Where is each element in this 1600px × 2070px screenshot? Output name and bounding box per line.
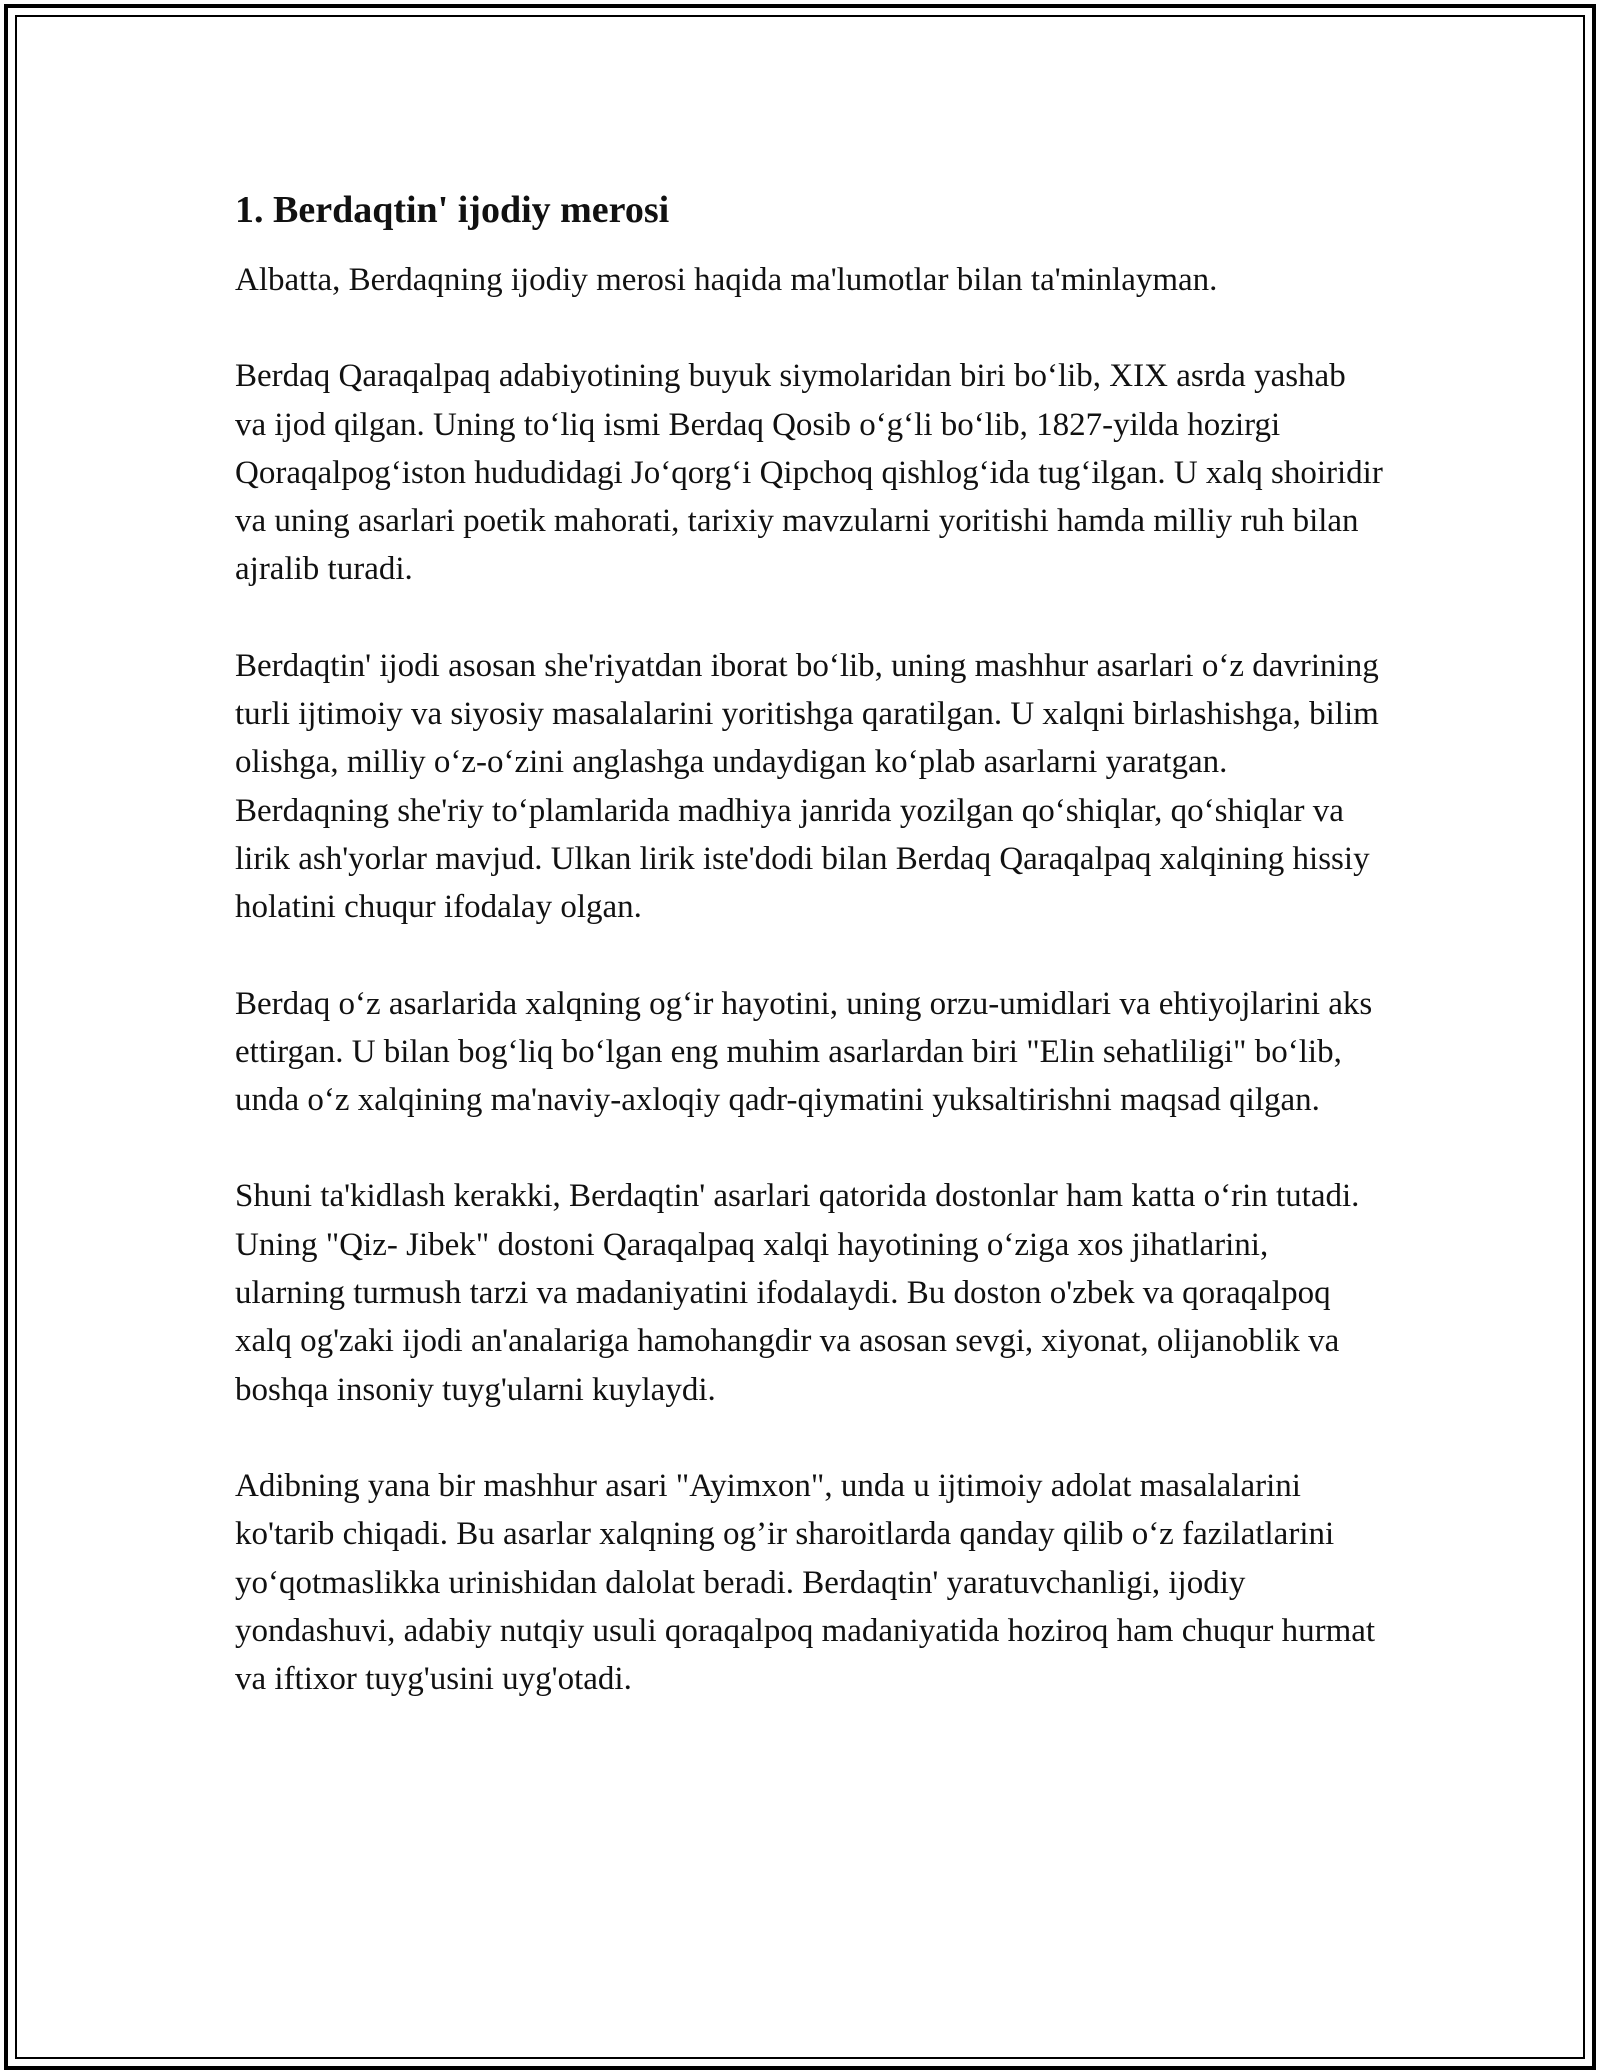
paragraph-themes: Berdaq o‘z asarlarida xalqning og‘ir hayotini, uning orzu-umidlari va ehtiyojlarini aks ettirgan. U bilan bog‘liq bo‘lgan eng muhim asarlardan biri "Elin sehatliligi" bo‘lib, unda o‘z xalqining ma'naviy-axloqiy qadr-qiymatini yuksaltirishni maqsad qilgan. — [235, 985, 1373, 1119]
paragraph-biography: Berdaq Qaraqalpaq adabiyotining buyuk siymolaridan biri bo‘lib, XIX asrda yashab va ijod qilgan. Uning to‘liq ismi Berdaq Qosib o‘g‘li bo‘lib, 1827-yilda hozirgi Qoraqalpog‘iston hududidagi Jo‘qorg‘i Qipchoq qishlog‘ida tug‘ilgan. U xalq shoiridir va uning asarlari poetik mahorati, tarixiy mavzularni yoritishi hamda milliy ruh bilan ajralib turadi. — [235, 358, 1383, 588]
document-body — [235, 186, 1385, 1751]
paragraph-ayimxon: Adibning yana bir mashhur asari "Ayimxon", unda u ijtimoiy adolat masalalarini ko'tarib chiqadi. Bu asarlar xalqning og’ir sharoitlarda qanday qilib o‘z fazilatlarini yo‘qotmaslikka urinishidan dalolat beradi. Berdaqtin' yaratuvchanligi, ijodiy yondashuvi, adabiy nutqiy usuli qoraqalpoq madaniyatida hoziroq ham chuqur hurmat va iftixor tuyg'usini uyg'otadi. — [235, 1467, 1376, 1698]
section-heading: 1. Berdaqtin' ijodiy merosi — [235, 189, 670, 231]
paragraph-dostons: Shuni ta'kidlash kerakki, Berdaqtin' asarlari qatorida dostonlar ham katta o‘rin tutadi. Uning "Qiz- Jibek" dostoni Qaraqalpaq xalqi hayotining o‘ziga xos jihatlarini, ularning turmush tarzi va madaniyatini ifodalaydi. Bu doston o'zbek va qoraqalpoq xalq og'zaki ijodi an'analariga hamohangdir va asosan sevgi, xiyonat, olijanoblik va boshqa insoniy tuyg'ularni kuylaydi. — [235, 1178, 1360, 1408]
paragraph-intro: Albatta, Berdaqning ijodiy merosi haqida ma'lumotlar bilan ta'minlayman. — [235, 262, 1218, 298]
paragraph-poetry: Berdaqtin' ijodi asosan she'riyatdan iborat bo‘lib, uning mashhur asarlari o‘z davrining turli ijtimoiy va siyosiy masalalarini yoritishga qaratilgan. U xalqni birlashishga, bilim olishga, milliy o‘z-o‘zini anglashga undaydigan ko‘plab asarlarni yaratgan. Berdaqning she'riy to‘plamlarida madhiya janrida yozilgan qo‘shiqlar, qo‘shiqlar va lirik ash'yorlar mavjud. Ulkan lirik iste'dodi bilan Berdaq Qaraqalpaq xalqining hissiy holatini chuqur ifodalay olgan. — [235, 647, 1379, 926]
